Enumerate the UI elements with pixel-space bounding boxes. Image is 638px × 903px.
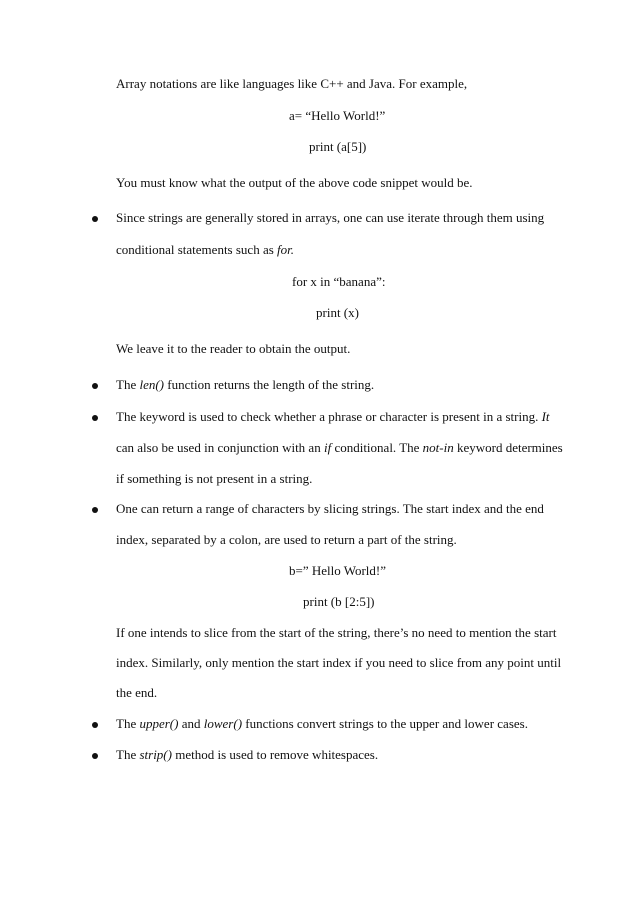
- intro-line-1: Array notations are like languages like C++ and Java. For example,: [116, 76, 468, 91]
- bullet3-line-1: [116, 409, 550, 425]
- bullet5-mid: and: [178, 716, 204, 731]
- code-line-for-loop: for x in “banana”:: [292, 274, 386, 289]
- bullet1-line-2-keyword: for.: [277, 242, 295, 257]
- bullet4-para-2: index. Similarly, only mention the start index if you need to slice from any point until: [116, 655, 562, 670]
- bullet-dot: [92, 507, 98, 513]
- bullet4-para-1: If one intends to slice from the start of the string, there’s no need to mention the start: [116, 625, 557, 640]
- bullet3-line-1-text: The keyword is used to check whether a phrase or character is present in a string.: [116, 409, 542, 424]
- bullet5-line: [116, 716, 528, 732]
- bullet6-pre: The: [116, 747, 140, 762]
- bullet3-line-2-not-in: not-in: [422, 440, 454, 455]
- bullet1-after: We leave it to the reader to obtain the output.: [116, 341, 351, 356]
- bullet1-line-1: Since strings are generally stored in arrays, one can use iterate through them using: [116, 210, 545, 225]
- bullet4-line-2: index, separated by a colon, are used to return a part of the string.: [116, 532, 457, 547]
- bullet3-line-2: [116, 440, 563, 456]
- bullet3-line-1-keyword: It: [541, 409, 550, 424]
- bullet5-lower: lower(): [203, 716, 243, 731]
- bullet5-post: functions convert strings to the upper and lower cases.: [242, 716, 528, 731]
- bullet-dot: [92, 722, 98, 728]
- bullet2-keyword: len(): [139, 377, 165, 392]
- bullet3-line-3: if something is not present in a string.: [116, 471, 313, 486]
- bullet2-line: [116, 377, 374, 393]
- bullet2-post: function returns the length of the string.: [164, 377, 375, 392]
- code-line-print-a: print (a[5]): [309, 139, 367, 154]
- code-line-a-assign: a= “Hello World!”: [289, 108, 386, 123]
- bullet-dot: [92, 383, 98, 389]
- bullet5-upper: upper(): [139, 716, 179, 731]
- bullet6-line: [116, 747, 378, 763]
- bullet-dot: [92, 753, 98, 759]
- bullet3-line-2-a: can also be used in conjunction with an: [116, 440, 324, 455]
- bullet6-post: method is used to remove whitespaces.: [171, 747, 379, 762]
- bullet4-para-3: the end.: [116, 685, 158, 700]
- bullet6-strip: strip(): [139, 747, 172, 762]
- bullet4-line-1: One can return a range of characters by slicing strings. The start index and the end: [116, 501, 544, 516]
- code-line-print-b: print (b [2:5]): [303, 594, 375, 609]
- bullet-dot: [92, 216, 98, 222]
- intro-line-2: You must know what the output of the above code snippet would be.: [116, 175, 473, 190]
- bullet3-line-2-b: conditional. The: [331, 440, 423, 455]
- bullet1-line-2-text: conditional statements such as: [116, 242, 278, 257]
- bullet2-pre: The: [116, 377, 140, 392]
- bullet-dot: [92, 415, 98, 421]
- bullet3-line-2-c: keyword determines: [453, 440, 563, 455]
- bullet1-line-2: [116, 242, 294, 258]
- code-line-b-assign: b=” Hello World!”: [289, 563, 387, 578]
- bullet5-pre: The: [116, 716, 140, 731]
- bullet3-line-2-if: if: [323, 440, 332, 455]
- code-line-print-x: print (x): [316, 305, 359, 320]
